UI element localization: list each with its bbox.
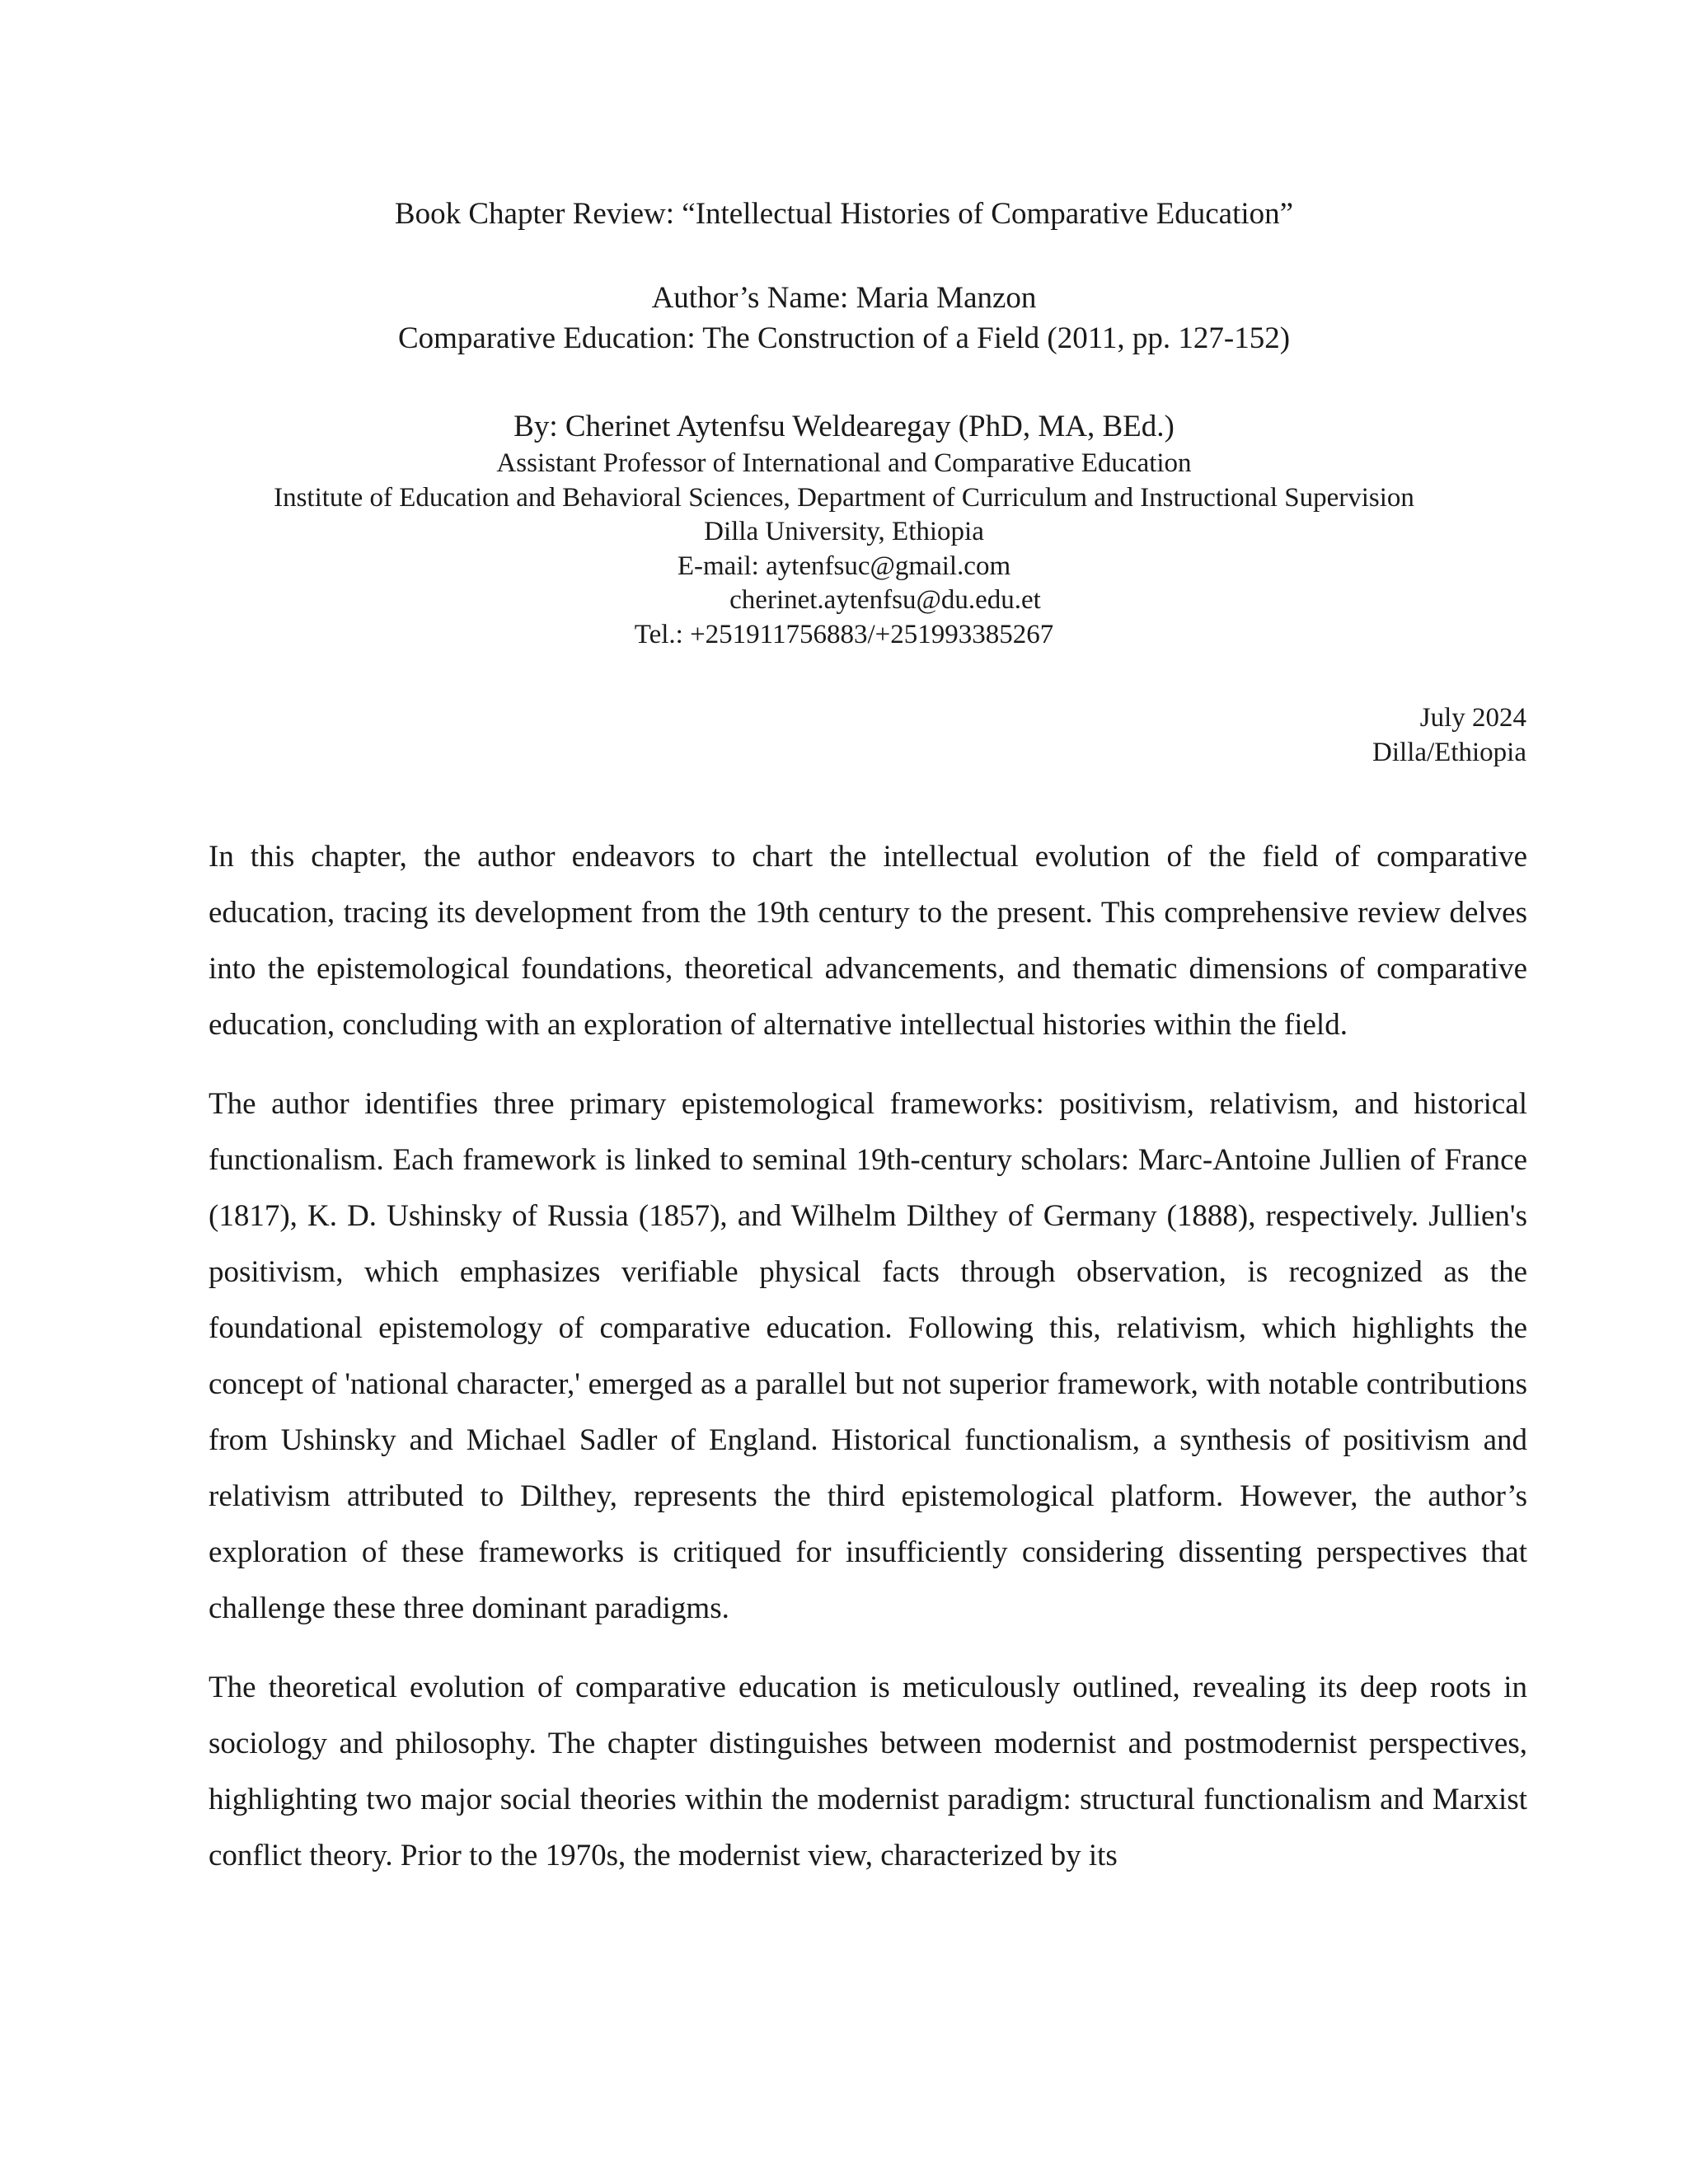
reviewer-email-primary: E-mail: aytenfsuc@gmail.com — [677, 551, 1011, 581]
paragraph: In this chapter, the author endeavors to chart the intellectual evolution of the field of comparative education, tracing its development from the 19th century to the present. This comprehensive review delves into the epistemological foundations, theoretical advancements, and thematic dimensions of comparative education, concluding with an exploration of alternative intellectual histories within the field. — [209, 840, 1527, 1042]
review-title: Book Chapter Review: “Intellectual Histories of Comparative Education” — [394, 197, 1294, 231]
source-line: Comparative Education: The Construction of a Field (2011, pp. 127-152) — [397, 321, 1291, 355]
paragraph: The author identifies three primary epistemological frameworks: positivism, relativism, and historical functionalism. Each framework is linked to seminal 19th-century scholars: Marc-Antoine Jullien of France (1817), K. D. Ushinsky of Russia (1857), and Wilhelm Dilthey of Germany (1888), respectively. Jullien's positivism, which emphasizes verifiable physical facts through observation, is recognized as the foundational epistemology of comparative education. Following this, relativism, which highlights the concept of 'national character,' emerged as a parallel but not superior framework, with notable contributions from Ushinsky and Michael Sadler of England. Historical functionalism, a synthesis of positivism and relativism attributed to Dilthey, represents the third epistemological platform. However, the author’s exploration of these frameworks is critiqued for insufficiently considering dissenting perspectives that challenge these three dominant paradigms. — [209, 1087, 1527, 1625]
reviewer-position: Assistant Professor of International and Comparative Education — [496, 448, 1192, 478]
place: Dilla/Ethiopia — [1372, 738, 1526, 767]
reviewer-institute: Institute of Education and Behavioral Sciences, Department of Curriculum and Instructional Supervision — [274, 482, 1414, 513]
reviewer-affiliation — [0, 447, 1688, 652]
paragraph: The theoretical evolution of comparative education is meticulously outlined, revealing its deep roots in sociology and philosophy. The chapter distinguishes between modernist and postmodernist perspectives, highlighting two major social theories within the modernist paradigm: structural functionalism and Marxist conflict theory. Prior to the 1970s, the modernist view, characterized by its — [209, 1671, 1527, 1872]
reviewer-email-secondary: cherinet.aytenfsu@du.edu.et — [729, 585, 1041, 615]
book-reference — [0, 278, 1688, 359]
reviewer-byline: By: Cherinet Aytenfsu Weldearegay (PhD, MA, BEd.) — [513, 410, 1175, 443]
date: July 2024 — [1419, 703, 1526, 733]
review-body — [209, 829, 1527, 1907]
reviewer-phone: Tel.: +251911756883/+251993385267 — [634, 619, 1054, 649]
dateline — [1372, 701, 1526, 770]
author-line: Author’s Name: Maria Manzon — [651, 281, 1037, 315]
reviewer-university: Dilla University, Ethiopia — [704, 517, 984, 546]
